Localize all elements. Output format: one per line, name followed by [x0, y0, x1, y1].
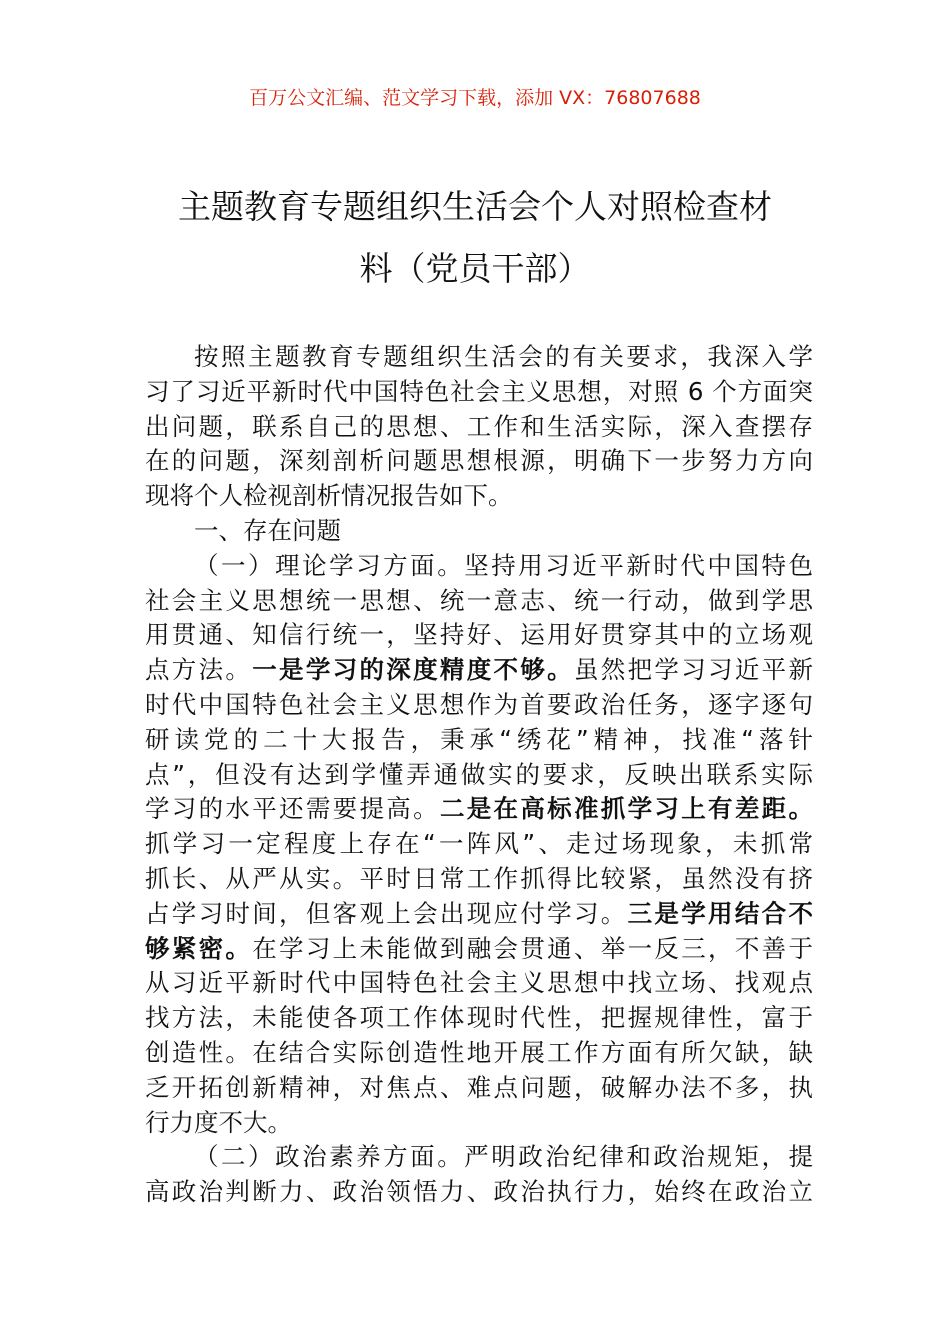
document-body — [145, 340, 813, 1210]
text-line: 高政治判断力、政治领悟力、政治执行力，始终在政治立 — [145, 1177, 813, 1207]
text-line: 创造性。在结合实际创造性地开展工作方面有所欠缺，缺 — [145, 1037, 813, 1067]
text-line: 出问题，联系自己的思想、工作和生活实际，深入查摆存 — [145, 411, 813, 441]
bold-point: 一是学习的深度精度不够。 — [252, 655, 574, 685]
text-line: （一）理论学习方面。坚持用习近平新时代中国特色 — [194, 550, 813, 580]
text-line: 按照主题教育专题组织生活会的有关要求，我深入学 — [194, 342, 813, 371]
text-line: 乏开拓创新精神，对焦点、难点问题，破解办法不多，执 — [145, 1072, 813, 1102]
bold-point: 二是在高标准抓学习上有差距。 — [439, 794, 813, 824]
text-line: 够紧密。在学习上未能做到融会贯通、举一反三，不善于 — [145, 933, 813, 963]
text-line: 找方法，未能使各项工作体现时代性，把握规律性，富于 — [145, 1003, 813, 1033]
text-line: 研读党的二十大报告，秉承“绣花”精神，找准“落针 — [145, 724, 813, 754]
bold-point: 三是学用结合不 — [627, 898, 813, 928]
header-banner: 百万公文汇编、范文学习下载，添加 VX：76807688 — [249, 87, 701, 109]
text-line: 学习的水平还需要提高。二是在高标准抓学习上有差距。 — [145, 794, 813, 824]
text-line: 点方法。一是学习的深度精度不够。虽然把学习习近平新 — [145, 655, 813, 685]
document-title — [140, 176, 810, 300]
text-line: 点”，但没有达到学懂弄通做实的要求，反映出联系实际 — [145, 759, 813, 789]
text-line: 行力度不大。 — [145, 1107, 292, 1137]
text-line: 现将个人检视剖析情况报告如下。 — [145, 481, 513, 511]
title-line-1: 主题教育专题组织生活会个人对照检查材 — [178, 187, 772, 226]
text-line: 占学习时间，但客观上会出现应付学习。三是学用结合不 — [145, 898, 813, 928]
section-heading: 一、存在问题 — [194, 515, 341, 545]
text-line: 时代中国特色社会主义思想作为首要政治任务，逐字逐句 — [145, 689, 813, 719]
text-line: 用贯通、知信行统一，坚持好、运用好贯穿其中的立场观 — [145, 620, 813, 650]
text-line: 抓长、从严从实。平时日常工作抓得比较紧，虽然没有挤 — [145, 863, 813, 893]
text-line: 从习近平新时代中国特色社会主义思想中找立场、找观点 — [145, 968, 813, 998]
text-line: 抓学习一定程度上存在“一阵风”、走过场现象，未抓常 — [145, 829, 813, 859]
title-line-2: 料（党员干部） — [359, 249, 591, 288]
bold-point: 够紧密。 — [145, 933, 253, 963]
text-line: （二）政治素养方面。严明政治纪律和政治规矩，提 — [194, 1142, 813, 1172]
text-line: 习了习近平新时代中国特色社会主义思想，对照 6 个方面突 — [145, 376, 813, 406]
text-line: 在的问题，深刻剖析问题思想根源，明确下一步努力方向 — [145, 446, 813, 476]
text-line: 社会主义思想统一思想、统一意志、统一行动，做到学思 — [145, 585, 813, 615]
